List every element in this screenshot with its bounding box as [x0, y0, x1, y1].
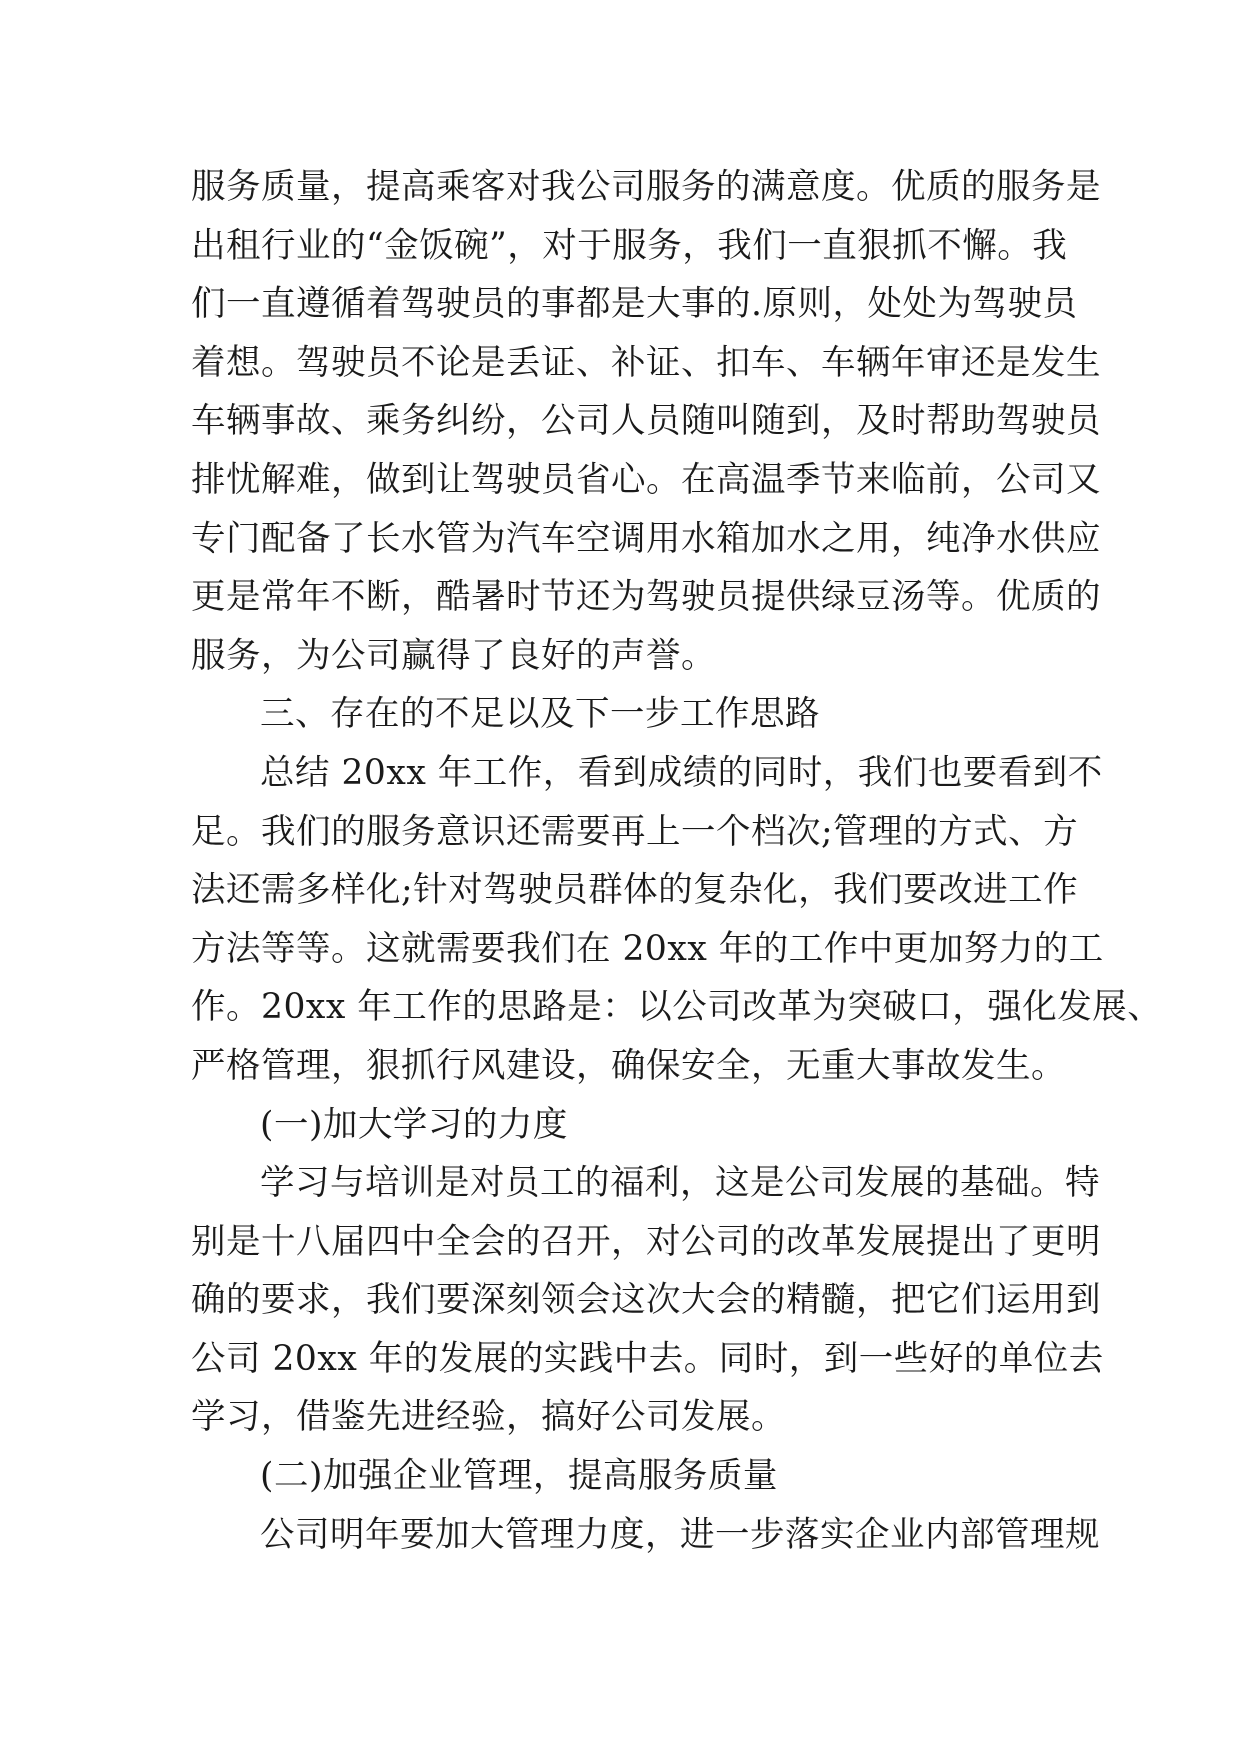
subsection-heading: (一)加大学习的力度: [260, 1104, 568, 1145]
section-heading: 三、存在的不足以及下一步工作思路: [260, 694, 820, 735]
text-line: 方法等等。这就需要我们在 20xx 年的工作中更加努力的工: [191, 928, 1104, 969]
text-line: 确的要求，我们要深刻领会这次大会的精髓，把它们运用到: [191, 1280, 1101, 1321]
text-line: 服务质量，提高乘客对我公司服务的满意度。优质的服务是: [191, 167, 1101, 207]
text-line: 别是十八届四中全会的召开，对公司的改革发展提出了更明: [191, 1221, 1101, 1262]
text-line: 作。20xx 年工作的思路是：以公司改革为突破口，强化发展、: [191, 987, 1163, 1028]
text-line: 们一直遵循着驾驶员的事都是大事的.原则，处处为驾驶员: [191, 284, 1078, 325]
text-line: 足。我们的服务意识还需要再上一个档次;管理的方式、方: [191, 811, 1079, 852]
text-line: 服务，为公司赢得了良好的声誉。: [191, 635, 716, 676]
document-body: [191, 158, 1163, 1564]
text-line: 专门配备了长水管为汽车空调用水箱加水之用，纯净水供应: [191, 518, 1101, 559]
text-line: 严格管理，狠抓行风建设，确保安全，无重大事故发生。: [191, 1045, 1066, 1086]
text-line: 车辆事故、乘务纠纷，公司人员随叫随到，及时帮助驾驶员: [191, 401, 1101, 442]
text-line: 学习，借鉴先进经验，搞好公司发展。: [191, 1397, 786, 1438]
text-line: 法还需多样化;针对驾驶员群体的复杂化，我们要改进工作: [191, 870, 1079, 911]
text-line: 学习与培训是对员工的福利，这是公司发展的基础。特: [260, 1163, 1100, 1204]
text-line: 更是常年不断，酷暑时节还为驾驶员提供绿豆汤等。优质的: [191, 577, 1101, 618]
text-line: 公司 20xx 年的发展的实践中去。同时，到一些好的单位去: [191, 1338, 1104, 1379]
text-line: 公司明年要加大管理力度，进一步落实企业内部管理规: [260, 1514, 1100, 1555]
text-line: 出租行业的“金饭碗”，对于服务，我们一直狠抓不懈。我: [191, 225, 1068, 266]
text-line: 总结 20xx 年工作，看到成绩的同时，我们也要看到不: [260, 752, 1103, 793]
text-line: 排忧解难，做到让驾驶员省心。在高温季节来临前，公司又: [191, 459, 1101, 500]
subsection-heading: (二)加强企业管理，提高服务质量: [260, 1456, 778, 1497]
text-line: 着想。驾驶员不论是丢证、补证、扣车、车辆年审还是发生: [191, 342, 1101, 383]
